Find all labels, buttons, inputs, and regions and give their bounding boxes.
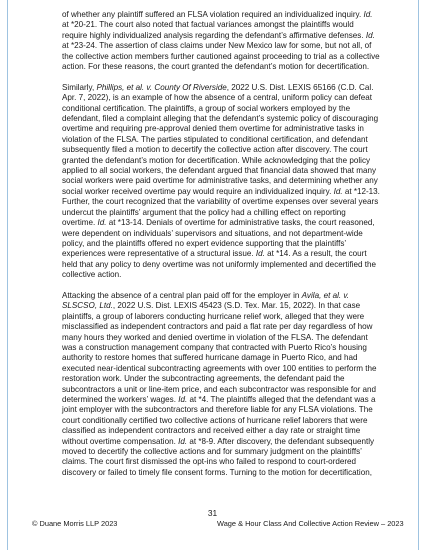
citation-text: Phillips, et al. v. County Of Riverside [96, 82, 227, 92]
citation-text: Id. [365, 30, 375, 40]
paragraph-3 [62, 291, 380, 478]
body-text: at *8-9. After discovery, the defendant subsequently moved to decertify the collective actions and for summary judgment on the plaintiffs’ claims. The court first dismissed the opt-ins who failed to respond to court-ordered discovery or failed to timely file consent forms. Turning to the motion for decertification, [62, 436, 375, 477]
body-text: , 2022 U.S. Dist. LEXIS 65166 (C.D. Cal. Apr. 7, 2022), is an example of how the absence of a central, uniform policy can defeat conditional certification. The plaintiffs, a group of social workers employed by the defendant, filed a complaint alleging that the defendant’s systemic policy of discouraging overtime and requiring pre-approval denied them overtime for administrative tasks in violation of the FLSA. The parties stipulated to conditional certification, and defendant subsequently filed a motion to decertify the collective action after discovery. The court granted the defendant’s motion for decertification. While acknowledging that the policy applied to all social workers, the defendant argued that financial data showed that many social workers were paid overtime for administrative tasks, and determining whether any social worker received overtime pay would require an individualized inquiry. [62, 82, 379, 196]
paragraph-1 [62, 10, 380, 72]
footer-copyright: © Duane Morris LLP 2023 [32, 519, 118, 528]
citation-text: Id. [363, 10, 373, 19]
citation-text: Id. [255, 249, 265, 259]
citation-text: Avila, et al. v. SLSCSO, Ltd. [62, 290, 350, 311]
body-text: of whether any plaintiff suffered an FLSA violation required an individualized inquiry. [62, 10, 364, 19]
body-text: at *12-13. Further, the court recognized that the variability of overtime expenses over several years undercut the plaintiffs’ argument that the policy had a chilling effect on reporting overtime. [62, 186, 380, 228]
body-text: Attacking the absence of a central plan paid off for the employer in [62, 290, 302, 300]
citation-text: Id. [333, 186, 343, 196]
body-text: at *14. As a result, the court held that any policy to deny overtime was not uniformly implemented and decertified the collective action. [62, 249, 377, 280]
body-text: at *20-21. The court also noted that factual variances amongst the plaintiffs would require highly individualized analysis regarding the defendant’s affirmative defenses. [62, 20, 366, 40]
left-margin-rule [7, 0, 8, 550]
body-text: Similarly, [62, 82, 97, 92]
body-text: at *23-24. The assertion of class claims under New Mexico law for some, but not all, of the collective action members further cautioned against proceeding to trial as a collective action. For these reasons, the court granted the defendant’s motion for decertification. [62, 41, 380, 72]
citation-text: Id. [178, 436, 188, 446]
citation-text: Id. [97, 218, 107, 228]
body-text: at *13-14. Denials of overtime for administrative tasks, the court reasoned, were dependent on individuals’ supervisors and situations, and not department-wide policy, and the plaintiffs offered no expert evidence supporting that the plaintiffs’ experiences were representative of a structural issue. [62, 218, 375, 259]
paragraph-2 [62, 83, 380, 281]
citation-text: Id. [178, 395, 188, 404]
body-text: at *4. The plaintiffs alleged that the defendant was a joint employer with the subcontractors and therefore liable for any FLSA violations. The court conditionally certified two collective actions of hurricane relief laborers that were classified as independent contractors and received either a day rate or straight time without overtime compensation. [62, 395, 376, 446]
footer-publication-title: Wage & Hour Class And Collective Action Review – 2023 [217, 519, 404, 528]
right-margin-rule [418, 0, 419, 550]
page-body [62, 10, 380, 489]
body-text: , 2022 U.S. Dist. LEXIS 45423 (S.D. Tex. Mar. 15, 2022). In that case plaintiffs, a group of laborers conducting hurricane relief work, alleged that they were misclassified as independent contractors and paid a flat rate per day regardless of how many hours they worked and denied overtime in violation of the FLSA. The defendant was a construction management company that contracted with Puerto Rico’s housing authority to restore homes that suffered hurricane damage in Puerto Rico, and had executed near-identical subcontracting agreements with over 100 entities to perform the restoration work. Under the subcontracting agreements, the defendant paid the subcontractors a unit or line-item price, and each subcontractor was responsible for and determined the workers’ wages. [62, 301, 377, 404]
page-number: 31 [207, 508, 218, 518]
